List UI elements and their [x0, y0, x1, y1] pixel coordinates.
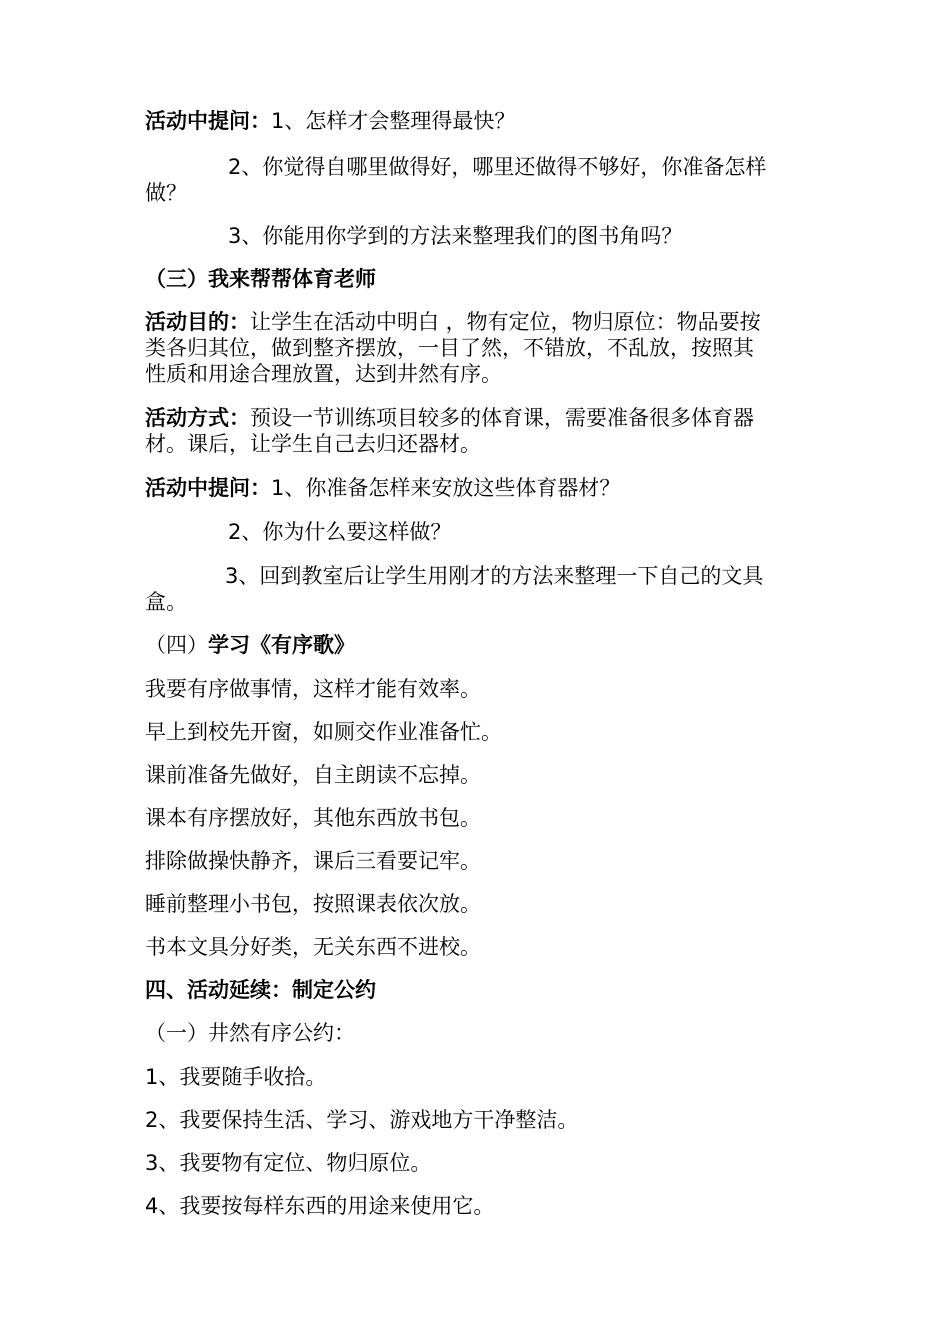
activity-method-text: 预设一节训练项目较多的体育课，需要准备很多体育器 [250, 406, 754, 430]
activity-questions-line [145, 108, 805, 134]
activity-method-line-1 [145, 405, 805, 431]
convention-item-4: 4、我要按每样东西的用途来使用它。 [145, 1194, 495, 1218]
section-heading-4 [145, 632, 805, 658]
convention-item-3: 3、我要物有定位、物归原位。 [145, 1151, 432, 1175]
activity-method-label: 活动方式： [145, 406, 250, 430]
question-1: 1、怎样才会整理得最快？ [271, 109, 516, 133]
question-2-line-2: 做？ [145, 181, 187, 205]
section-heading-3: （三）我来帮帮体育老师 [145, 267, 376, 291]
convention-subheading: （一）井然有序公约： [145, 1021, 355, 1045]
activity-questions-label-2: 活动中提问： [145, 476, 271, 500]
song-line-2: 早上到校先开窗，如厕交作业准备忙。 [145, 720, 502, 744]
activity-goal-label: 活动目的： [145, 310, 250, 334]
activity-goal-line-1 [145, 309, 805, 335]
song-line-6: 睡前整理小书包，按照课表依次放。 [145, 892, 481, 916]
pe-question-1: 1、你准备怎样来安放这些体育器材？ [271, 476, 621, 500]
pe-question-3-line-2: 盒。 [145, 590, 187, 614]
convention-item-1: 1、我要随手收拾。 [145, 1065, 327, 1089]
song-line-7: 书本文具分好类，无关东西不进校。 [145, 935, 481, 959]
song-line-5: 排除做操快静齐，课后三看要记牢。 [145, 849, 481, 873]
activity-goal-line-2: 类各归其位，做到整齐摆放，一目了然，不错放，不乱放，按照其 [145, 336, 754, 360]
section-heading-activity-extension: 四、活动延续：制定公约 [145, 978, 376, 1002]
section-heading-4-prefix: （四） [145, 633, 208, 657]
activity-questions-line-2 [145, 475, 805, 501]
song-line-3: 课前准备先做好，自主朗读不忘掉。 [145, 763, 481, 787]
convention-item-2: 2、我要保持生活、学习、游戏地方干净整洁。 [145, 1108, 579, 1132]
song-line-4: 课本有序摆放好，其他东西放书包。 [145, 806, 481, 830]
question-2-line-1: 2、你觉得自哪里做得好，哪里还做得不够好，你准备怎样 [228, 155, 767, 179]
activity-questions-label: 活动中提问： [145, 109, 271, 133]
question-3: 3、你能用你学到的方法来整理我们的图书角吗？ [228, 224, 683, 248]
pe-question-3-line-1: 3、回到教室后让学生用刚才的方法来整理一下自己的文具 [225, 564, 764, 588]
song-line-1: 我要有序做事情，这样才能有效率。 [145, 677, 481, 701]
section-heading-4-text: 学习《有序歌》 [208, 633, 355, 657]
activity-goal-line-3: 性质和用途合理放置，达到井然有序。 [145, 362, 502, 386]
pe-question-2: 2、你为什么要这样做？ [228, 520, 452, 544]
activity-method-line-2: 材。课后，让学生自己去归还器材。 [145, 432, 481, 456]
activity-goal-text: 让学生在活动中明白 ，物有定位，物归原位：物品要按 [250, 310, 761, 334]
